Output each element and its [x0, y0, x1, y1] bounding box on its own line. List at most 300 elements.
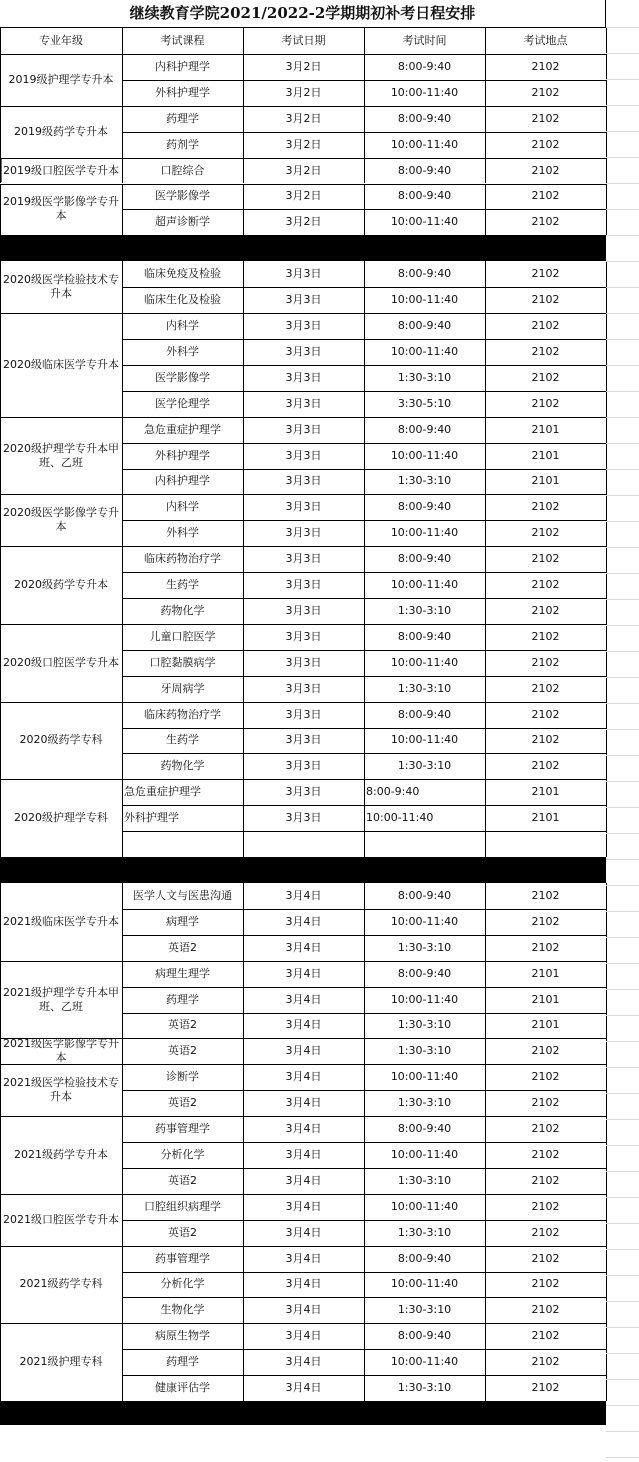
date-cell[interactable]: 3月3日: [285, 655, 322, 669]
room-cell[interactable]: 2102: [531, 552, 560, 566]
sheet-gridline: [606, 469, 639, 470]
major-cell[interactable]: 2020级医学影像学专升本: [3, 506, 119, 534]
time-cell[interactable]: 1:30-3:10: [397, 603, 452, 617]
time-cell[interactable]: 10:00-11:40: [390, 914, 459, 928]
sheet-gridline: [606, 651, 639, 652]
date-cell[interactable]: 3月2日: [285, 85, 322, 99]
major-cell[interactable]: 2021级临床医学专升本: [3, 914, 119, 928]
course-cell[interactable]: 医学影像学: [155, 189, 210, 203]
time-cell[interactable]: 8:00-9:40: [397, 267, 452, 281]
time-cell[interactable]: 1:30-3:10: [397, 681, 452, 695]
date-cell[interactable]: 3月3日: [285, 396, 322, 410]
date-cell[interactable]: 3月3日: [285, 448, 322, 462]
room-cell[interactable]: 2102: [531, 1044, 560, 1058]
sheet-gridline: [606, 703, 639, 704]
room-cell[interactable]: 2101: [531, 448, 560, 462]
course-cell[interactable]: 内科护理学: [155, 59, 210, 73]
date-cell[interactable]: 3月4日: [285, 1096, 322, 1110]
room-cell[interactable]: 2102: [531, 578, 560, 592]
column-header[interactable]: 专业年级: [39, 33, 83, 47]
course-cell[interactable]: 超声诊断学: [155, 215, 210, 229]
course-cell[interactable]: 英语2: [168, 1096, 197, 1110]
date-cell[interactable]: 3月4日: [285, 1277, 322, 1291]
grid-line: [364, 624, 365, 702]
room-cell[interactable]: 2102: [531, 526, 560, 540]
course-cell[interactable]: 医学人文与医患沟通: [133, 888, 232, 902]
room-cell[interactable]: 2102: [531, 319, 560, 333]
time-cell[interactable]: [364, 831, 485, 857]
room-cell[interactable]: 2102: [531, 1381, 560, 1395]
course-cell[interactable]: 外科护理学: [124, 811, 179, 825]
room-cell[interactable]: 2102: [531, 293, 560, 307]
sheet-gridline: [606, 833, 639, 834]
course-cell[interactable]: 急危重症护理学: [144, 422, 221, 436]
grid-line: [122, 779, 123, 857]
room-cell[interactable]: 2102: [531, 1122, 560, 1136]
sheet-gridline: [606, 1249, 639, 1250]
grid-line: [606, 158, 607, 184]
sheet-gridline: [606, 53, 639, 54]
grid-line: [243, 624, 244, 702]
time-cell[interactable]: 1:30-3:10: [397, 1303, 452, 1317]
room-cell[interactable]: 2102: [531, 707, 560, 721]
sheet-gridline: [606, 807, 639, 808]
date-cell[interactable]: 3月3日: [285, 500, 322, 514]
major-cell[interactable]: 2020级护理学专科: [14, 811, 108, 825]
course-cell[interactable]: 英语2: [168, 1018, 197, 1032]
major-cell[interactable]: 2021级药学专升本: [14, 1147, 108, 1161]
date-cell[interactable]: 3月4日: [285, 992, 322, 1006]
time-cell[interactable]: 8:00-9:40: [397, 163, 452, 177]
date-cell[interactable]: 3月4日: [285, 1147, 322, 1161]
room-cell[interactable]: 2102: [531, 137, 560, 151]
major-cell[interactable]: 2020级药学专科: [19, 733, 103, 747]
section-divider-band: [0, 857, 606, 883]
room-cell[interactable]: 2102: [531, 733, 560, 747]
time-cell[interactable]: 10:00-11:40: [390, 1355, 459, 1369]
time-cell[interactable]: 1:30-3:10: [397, 370, 452, 384]
major-cell[interactable]: 2019级医学影像学专升本: [3, 195, 119, 223]
date-cell[interactable]: 3月3日: [285, 267, 322, 281]
room-cell[interactable]: 2102: [531, 111, 560, 125]
date-cell[interactable]: 3月3日: [285, 603, 322, 617]
time-cell[interactable]: 10:00-11:40: [390, 655, 459, 669]
time-cell[interactable]: 8:00-9:40: [397, 888, 452, 902]
room-cell[interactable]: 2102: [531, 1173, 560, 1187]
room-cell[interactable]: 2102: [531, 396, 560, 410]
date-cell[interactable]: 3月3日: [285, 707, 322, 721]
date-cell[interactable]: 3月3日: [285, 474, 322, 488]
room-cell[interactable]: 2102: [531, 1225, 560, 1239]
date-cell[interactable]: 3月4日: [285, 1381, 322, 1395]
sheet-gridline: [606, 1171, 639, 1172]
column-header[interactable]: 考试课程: [160, 33, 205, 47]
major-cell[interactable]: 2020级临床医学专升本: [3, 357, 119, 371]
major-cell[interactable]: 2021级护理专科: [19, 1355, 103, 1369]
room-cell[interactable]: 2101: [531, 966, 560, 980]
sheet-gridline: [606, 677, 639, 678]
course-cell[interactable]: 药理学: [166, 1355, 199, 1369]
major-cell[interactable]: 2021级口腔医学专升本: [3, 1212, 119, 1226]
date-cell[interactable]: 3月4日: [285, 1355, 322, 1369]
sheet-gridline: [606, 937, 639, 938]
room-cell[interactable]: 2102: [531, 940, 560, 954]
room-cell[interactable]: 2102: [531, 267, 560, 281]
time-cell[interactable]: 10:00-11:40: [390, 1277, 459, 1291]
course-cell[interactable]: 医学影像学: [155, 370, 210, 384]
grid-line: [485, 54, 486, 106]
major-cell[interactable]: 2020级药学专升本: [14, 578, 108, 592]
sheet-gridline: [606, 79, 639, 80]
grid-line: [243, 1246, 244, 1324]
date-cell[interactable]: 3月3日: [285, 344, 322, 358]
room-cell[interactable]: 2102: [531, 681, 560, 695]
sheet-gridline: [606, 911, 639, 912]
major-cell[interactable]: 2020级口腔医学专升本: [3, 655, 119, 669]
time-cell[interactable]: 8:00-9:40: [397, 319, 452, 333]
date-cell[interactable]: 3月4日: [285, 1303, 322, 1317]
room-cell[interactable]: 2102: [531, 1251, 560, 1265]
section-divider-band: [0, 235, 606, 261]
time-cell[interactable]: 10:00-11:40: [366, 811, 434, 825]
time-cell[interactable]: 10:00-11:40: [390, 1147, 459, 1161]
course-cell[interactable]: 外科护理学: [155, 448, 210, 462]
course-cell[interactable]: 临床生化及检验: [144, 293, 221, 307]
grid-line: [485, 494, 486, 546]
date-cell[interactable]: 3月3日: [285, 578, 322, 592]
date-cell[interactable]: 3月2日: [285, 189, 322, 203]
date-cell[interactable]: 3月3日: [285, 526, 322, 540]
date-cell[interactable]: 3月4日: [285, 1199, 322, 1213]
room-cell[interactable]: 2101: [531, 811, 560, 825]
major-cell[interactable]: 2021级医学影像学专升本: [3, 1037, 119, 1065]
date-cell[interactable]: 3月4日: [285, 888, 322, 902]
room-cell[interactable]: 2102: [531, 85, 560, 99]
grid-line: [0, 779, 1, 857]
course-cell[interactable]: 分析化学: [160, 1277, 205, 1291]
grid-line: [0, 54, 1, 106]
date-cell[interactable]: 3月4日: [285, 1173, 322, 1187]
grid-line: [243, 158, 244, 184]
room-cell[interactable]: 2102: [531, 1070, 560, 1084]
course-cell[interactable]: 生药学: [166, 733, 199, 747]
course-cell[interactable]: 儿童口腔医学: [149, 629, 216, 643]
sheet-gridline: [606, 1405, 639, 1406]
major-cell[interactable]: 2020级医学检验技术专升本: [3, 273, 119, 301]
room-cell[interactable]: 2102: [531, 215, 560, 229]
room-cell[interactable]: 2101: [531, 992, 560, 1006]
time-cell[interactable]: 10:00-11:40: [390, 344, 459, 358]
column-header[interactable]: 考试日期: [281, 33, 326, 47]
time-cell[interactable]: 10:00-11:40: [390, 448, 459, 462]
time-cell[interactable]: 1:30-3:10: [397, 474, 452, 488]
room-cell[interactable]: 2102: [531, 1355, 560, 1369]
major-cell[interactable]: 2021级药学专科: [19, 1277, 103, 1291]
time-cell[interactable]: 10:00-11:40: [390, 85, 459, 99]
time-cell[interactable]: 10:00-11:40: [390, 733, 459, 747]
room-cell[interactable]: 2102: [531, 500, 560, 514]
course-cell[interactable]: 分析化学: [160, 1147, 205, 1161]
room-cell[interactable]: [485, 831, 606, 857]
grid-line: [485, 883, 486, 961]
time-cell[interactable]: 10:00-11:40: [390, 293, 459, 307]
room-cell[interactable]: 2102: [531, 1329, 560, 1343]
sheet-gridline: [606, 781, 639, 782]
time-cell[interactable]: 8:00-9:40: [397, 552, 452, 566]
grid-line: [485, 184, 486, 236]
sheet-gridline: [606, 1223, 639, 1224]
time-cell[interactable]: 1:30-3:10: [397, 1018, 452, 1032]
time-cell[interactable]: 8:00-9:40: [366, 785, 420, 799]
major-cell[interactable]: 2019级护理学专升本: [8, 72, 114, 86]
grid-line: [243, 106, 244, 158]
date-cell[interactable]: 3月4日: [285, 1251, 322, 1265]
date-cell[interactable]: 3月2日: [285, 163, 322, 177]
time-cell[interactable]: 1:30-3:10: [397, 1096, 452, 1110]
grid-line: [606, 1116, 607, 1194]
course-cell[interactable]: 医学伦理学: [155, 396, 210, 410]
room-cell[interactable]: 2102: [531, 1277, 560, 1291]
column-header[interactable]: 考试时间: [402, 33, 447, 47]
grid-line: [0, 546, 1, 624]
date-cell[interactable]: 3月4日: [285, 1018, 322, 1032]
course-cell[interactable]: 英语2: [168, 1044, 197, 1058]
course-cell[interactable]: 病理生理学: [155, 966, 210, 980]
time-cell[interactable]: 10:00-11:40: [390, 992, 459, 1006]
grid-line: [364, 261, 365, 313]
room-cell[interactable]: 2101: [531, 785, 560, 799]
sheet-gridline: [606, 1301, 639, 1302]
time-cell[interactable]: 1:30-3:10: [397, 759, 452, 773]
date-cell[interactable]: 3月3日: [285, 733, 322, 747]
date-cell[interactable]: [243, 831, 364, 857]
room-cell[interactable]: 2102: [531, 655, 560, 669]
date-cell[interactable]: 3月3日: [285, 370, 322, 384]
course-cell[interactable]: 外科学: [166, 344, 199, 358]
grid-line: [243, 702, 244, 780]
room-cell[interactable]: 2102: [531, 759, 560, 773]
room-cell[interactable]: 2102: [531, 1199, 560, 1213]
grid-line: [364, 106, 365, 158]
course-cell[interactable]: 急危重症护理学: [124, 785, 201, 799]
course-cell[interactable]: 内科学: [166, 500, 199, 514]
date-cell[interactable]: 3月3日: [285, 293, 322, 307]
time-cell[interactable]: 8:00-9:40: [397, 966, 452, 980]
grid-line: [122, 1323, 123, 1401]
course-cell[interactable]: 药剂学: [166, 137, 199, 151]
room-cell[interactable]: 2102: [531, 344, 560, 358]
time-cell[interactable]: 1:30-3:10: [397, 1173, 452, 1187]
course-cell[interactable]: 口腔综合: [160, 163, 205, 177]
course-cell[interactable]: 内科学: [166, 319, 199, 333]
date-cell[interactable]: 3月4日: [285, 1329, 322, 1343]
grid-line: [122, 546, 123, 624]
date-cell[interactable]: 3月3日: [285, 785, 322, 799]
major-cell[interactable]: 2021级医学检验技术专升本: [3, 1076, 119, 1104]
grid-line: [364, 313, 365, 417]
date-cell[interactable]: 3月4日: [285, 1070, 322, 1084]
time-cell[interactable]: 10:00-11:40: [390, 1070, 459, 1084]
date-cell[interactable]: 3月2日: [285, 111, 322, 125]
room-cell[interactable]: 2102: [531, 189, 560, 203]
date-cell[interactable]: 3月4日: [285, 966, 322, 980]
date-cell[interactable]: 3月3日: [285, 629, 322, 643]
room-cell[interactable]: 2102: [531, 163, 560, 177]
grid-line: [122, 417, 123, 495]
time-cell[interactable]: 8:00-9:40: [397, 1122, 452, 1136]
course-cell[interactable]: [122, 831, 243, 857]
room-cell[interactable]: 2102: [531, 370, 560, 384]
grid-line: [364, 158, 365, 184]
time-cell[interactable]: 10:00-11:40: [390, 1199, 459, 1213]
course-cell[interactable]: 牙周病学: [160, 681, 205, 695]
date-cell[interactable]: 3月4日: [285, 1044, 322, 1058]
time-cell[interactable]: 10:00-11:40: [390, 137, 459, 151]
grid-line: [122, 1246, 123, 1324]
course-cell[interactable]: 健康评估学: [155, 1381, 210, 1395]
date-cell[interactable]: 3月3日: [285, 552, 322, 566]
date-cell[interactable]: 3月2日: [285, 215, 322, 229]
grid-line: [485, 106, 486, 158]
course-cell[interactable]: 临床药物治疗学: [144, 707, 221, 721]
grid-line: [485, 1246, 486, 1324]
course-cell[interactable]: 诊断学: [166, 1070, 199, 1084]
grid-line: [485, 417, 486, 495]
course-cell[interactable]: 口腔黏膜病学: [149, 655, 216, 669]
grid-line: [606, 1038, 607, 1064]
sheet-gridline: [606, 1145, 639, 1146]
sheet-gridline: [606, 365, 639, 366]
time-cell[interactable]: 8:00-9:40: [397, 629, 452, 643]
course-cell[interactable]: 药物化学: [160, 759, 205, 773]
date-cell[interactable]: 3月4日: [285, 1225, 322, 1239]
time-cell[interactable]: 8:00-9:40: [397, 1251, 452, 1265]
sheet-gridline: [606, 1275, 639, 1276]
course-cell[interactable]: 药理学: [166, 111, 199, 125]
time-cell[interactable]: 8:00-9:40: [397, 707, 452, 721]
date-cell[interactable]: 3月2日: [285, 59, 322, 73]
course-cell[interactable]: 外科护理学: [155, 85, 210, 99]
major-cell[interactable]: 2020级护理学专升本甲班、乙班: [3, 441, 119, 469]
room-cell[interactable]: 2101: [531, 1018, 560, 1032]
grid-line: [485, 1038, 486, 1064]
time-cell[interactable]: 8:00-9:40: [397, 59, 452, 73]
course-cell[interactable]: 英语2: [168, 940, 197, 954]
date-cell[interactable]: 3月3日: [285, 422, 322, 436]
time-cell[interactable]: 8:00-9:40: [397, 1329, 452, 1343]
sheet-gridline: [606, 495, 639, 496]
course-cell[interactable]: 临床药物治疗学: [144, 552, 221, 566]
grid-line: [606, 1064, 607, 1116]
room-cell[interactable]: 2102: [531, 1096, 560, 1110]
course-cell[interactable]: 英语2: [168, 1225, 197, 1239]
sheet-gridline: [606, 157, 639, 158]
course-cell[interactable]: 药事管理学: [155, 1251, 210, 1265]
date-cell[interactable]: 3月3日: [285, 319, 322, 333]
date-cell[interactable]: 3月3日: [285, 681, 322, 695]
time-cell[interactable]: 1:30-3:10: [397, 940, 452, 954]
course-cell[interactable]: 内科护理学: [155, 474, 210, 488]
course-cell[interactable]: 药物化学: [160, 603, 205, 617]
grid-line: [122, 158, 123, 184]
room-cell[interactable]: 2102: [531, 914, 560, 928]
time-cell[interactable]: 8:00-9:40: [397, 500, 452, 514]
course-cell[interactable]: 病原生物学: [155, 1329, 210, 1343]
grid-line: [606, 624, 607, 702]
date-cell[interactable]: 3月4日: [285, 1122, 322, 1136]
course-cell[interactable]: 生物化学: [160, 1303, 205, 1317]
time-cell[interactable]: 8:00-9:40: [397, 422, 452, 436]
sheet-gridline: [606, 1457, 639, 1458]
course-cell[interactable]: 外科学: [166, 526, 199, 540]
sheet-gridline: [606, 755, 639, 756]
grid-line: [364, 961, 365, 1039]
sheet-gridline: [606, 183, 639, 184]
time-cell[interactable]: 10:00-11:40: [390, 215, 459, 229]
date-cell[interactable]: 3月4日: [285, 940, 322, 954]
time-cell[interactable]: 8:00-9:40: [397, 111, 452, 125]
room-cell[interactable]: 2102: [531, 629, 560, 643]
room-cell[interactable]: 2101: [531, 422, 560, 436]
grid-line: [243, 883, 244, 961]
date-cell[interactable]: 3月3日: [285, 811, 322, 825]
time-cell[interactable]: 3:30-5:10: [397, 396, 452, 410]
date-cell[interactable]: 3月2日: [285, 137, 322, 151]
course-cell[interactable]: 药事管理学: [155, 1122, 210, 1136]
major-cell[interactable]: 2021级护理学专升本甲班、乙班: [3, 985, 119, 1013]
grid-line: [364, 1323, 365, 1401]
time-cell[interactable]: 1:30-3:10: [397, 1044, 452, 1058]
grid-line: [364, 1038, 365, 1064]
time-cell[interactable]: 10:00-11:40: [390, 526, 459, 540]
grid-line: [606, 1194, 607, 1246]
grid-line: [0, 184, 1, 236]
sheet-gridline: [606, 313, 639, 314]
date-cell[interactable]: 3月4日: [285, 914, 322, 928]
room-cell[interactable]: 2102: [531, 1147, 560, 1161]
grid-line: [0, 1064, 1, 1116]
course-cell[interactable]: 生药学: [166, 578, 199, 592]
grid-line: [0, 417, 1, 495]
time-cell[interactable]: 10:00-11:40: [390, 578, 459, 592]
sheet-gridline: [606, 417, 639, 418]
time-cell[interactable]: 1:30-3:10: [397, 1225, 452, 1239]
date-cell[interactable]: 3月3日: [285, 759, 322, 773]
grid-line: [0, 961, 1, 1039]
major-cell[interactable]: 2019级药学专升本: [14, 124, 108, 138]
grid-line: [0, 1194, 1, 1246]
sheet-gridline: [606, 1197, 639, 1198]
grid-line: [243, 1194, 244, 1246]
major-cell[interactable]: 2019级口腔医学专升本: [3, 163, 119, 177]
course-cell[interactable]: 口腔组织病理学: [144, 1199, 221, 1213]
time-cell[interactable]: 1:30-3:10: [397, 1381, 452, 1395]
room-cell[interactable]: 2102: [531, 603, 560, 617]
column-header[interactable]: 考试地点: [523, 33, 568, 47]
sheet-gridline: [606, 131, 639, 132]
course-cell[interactable]: 药理学: [166, 992, 199, 1006]
time-cell[interactable]: 8:00-9:40: [397, 189, 452, 203]
course-cell[interactable]: 英语2: [168, 1173, 197, 1187]
room-cell[interactable]: 2102: [531, 888, 560, 902]
page-title: 继续教育学院2021/2022-2学期期初补考日程安排: [0, 0, 606, 27]
room-cell[interactable]: 2102: [531, 59, 560, 73]
grid-line: [606, 883, 607, 961]
course-cell[interactable]: 临床免疫及检验: [144, 267, 221, 281]
room-cell[interactable]: 2101: [531, 474, 560, 488]
course-cell[interactable]: 病理学: [166, 914, 199, 928]
room-cell[interactable]: 2102: [531, 1303, 560, 1317]
